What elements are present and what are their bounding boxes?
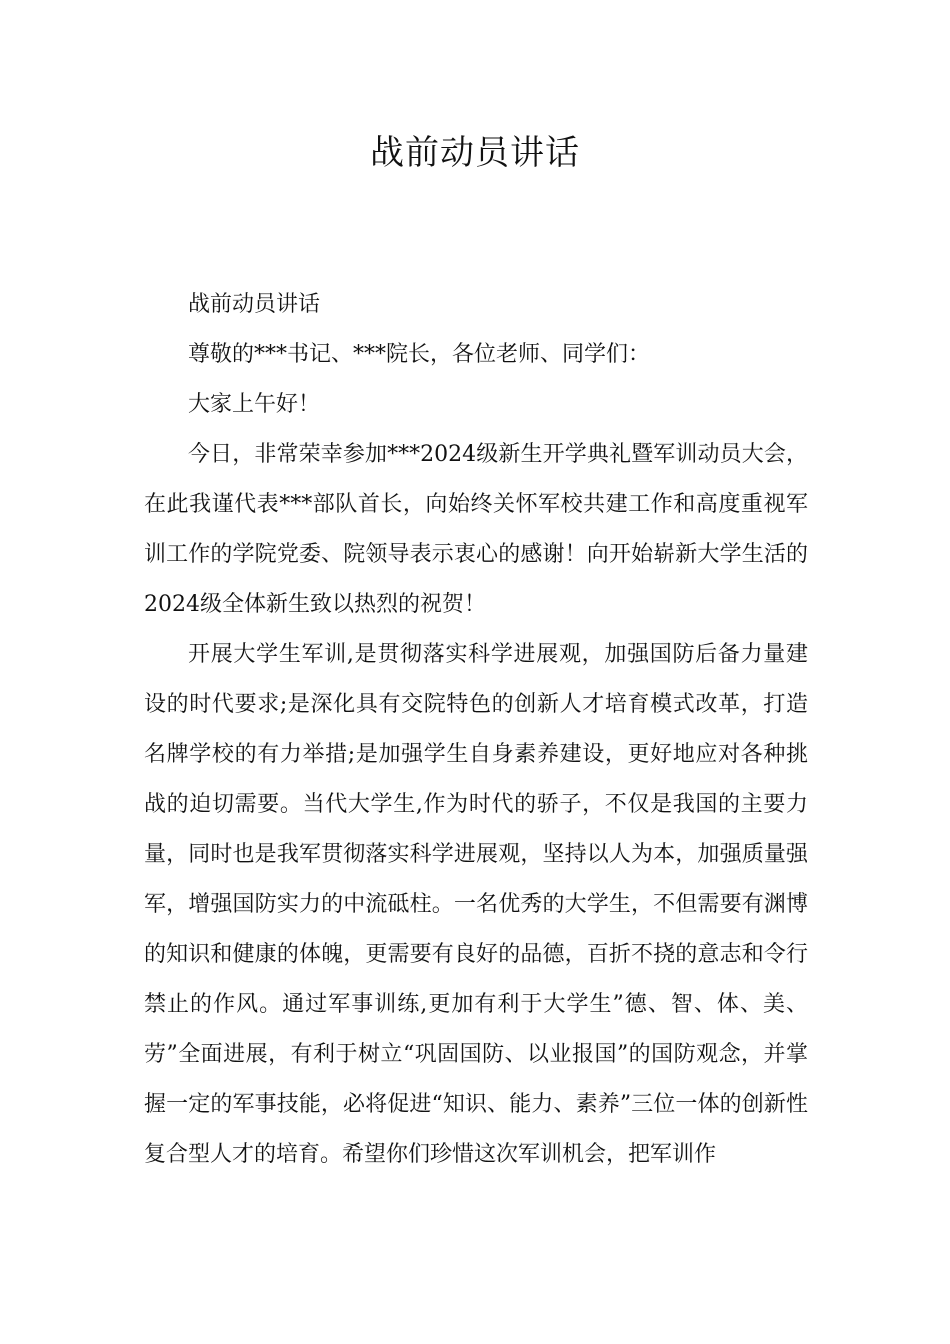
paragraph-opening: 今日，非常荣幸参加***2024级新生开学典礼暨军训动员大会，在此我谨代表***部队首长，向始终关怀军校共建工作和高度重视军训工作的学院党委、院领导表示衷心的感谢！向开始崭新大学生活的2024级全体新生致以热烈的祝贺！ <box>144 442 808 617</box>
paragraph-main: 开展大学生军训,是贯彻落实科学进展观，加强国防后备力量建设的时代要求;是深化具有交院特色的创新人才培育模式改革，打造名牌学校的有力举措;是加强学生自身素养建设，更好地应对各种挑战的迫切需要。当代大学生,作为时代的骄子，不仅是我国的主要力量，同时也是我军贯彻落实科学进展观，坚持以人为本，加强质量强军，增强国防实力的中流砥柱。一名优秀的大学生，不但需要有渊博的知识和健康的体魄，更需要有良好的品德，百折不挠的意志和令行禁止的作风。通过军事训练,更加有利于大学生”德、智、体、美、劳”全面进展，有利于树立“巩固国防、以业报国”的国防观念，并掌握一定的军事技能，必将促进“知识、能力、素养”三位一体的创新性复合型人才的培育。希望你们珍惜这次军训机会，把军训作 <box>144 642 808 1167</box>
paragraph-salutation: 尊敬的***书记、***院长，各位老师、同学们： <box>188 342 651 367</box>
paragraph-greeting: 大家上午好！ <box>188 392 321 417</box>
document-body <box>144 280 808 1180</box>
document-title: 战前动员讲话 <box>370 133 580 173</box>
paragraph-subtitle: 战前动员讲话 <box>188 292 321 317</box>
